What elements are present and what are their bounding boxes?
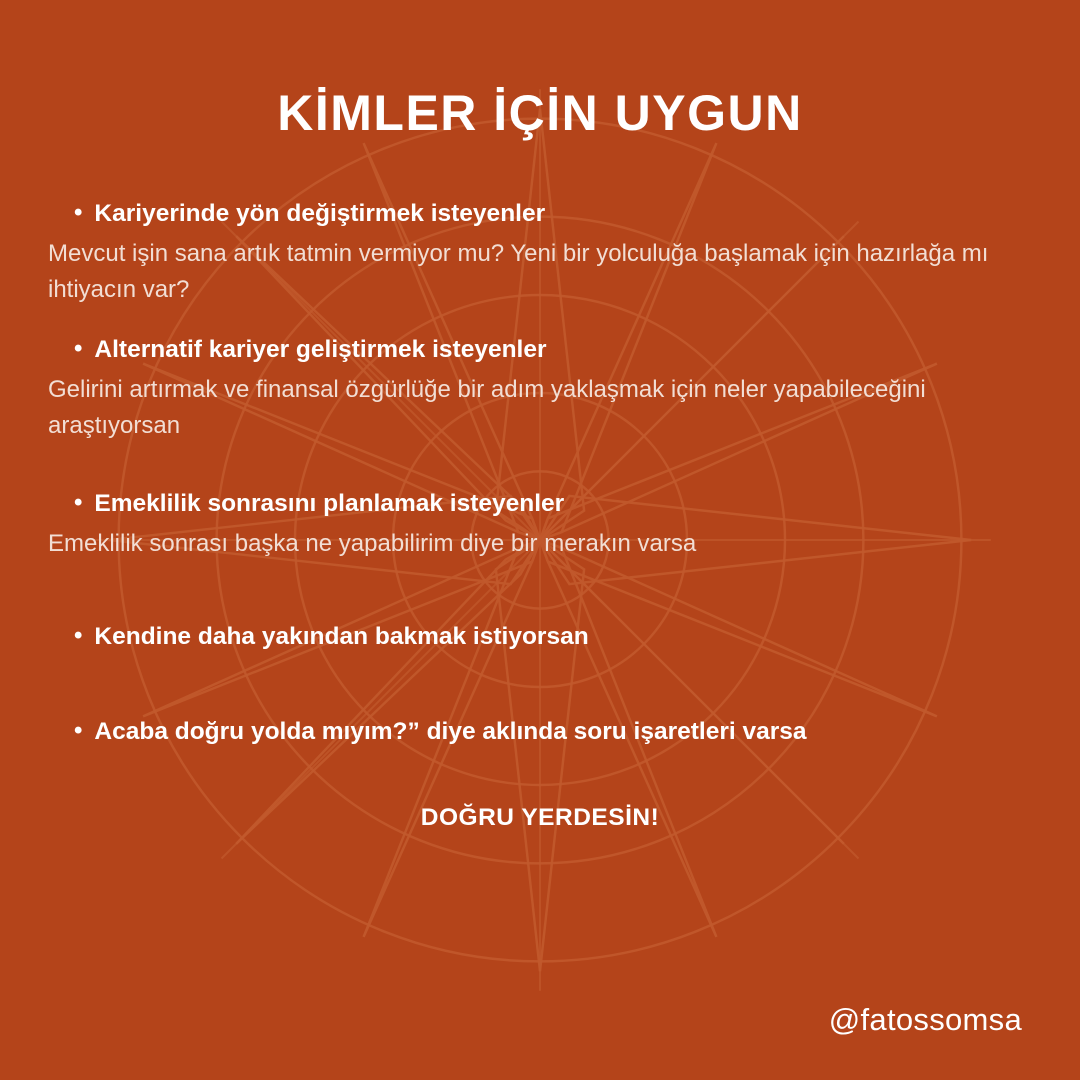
list-item-heading: Alternatif kariyer geliştirmek isteyenler [94, 336, 547, 364]
list-item-heading-row [48, 487, 1032, 520]
list-item [48, 333, 1032, 443]
bullet-icon: • [74, 335, 83, 363]
bullet-icon: • [74, 621, 83, 649]
social-handle: @fatossomsa [828, 1002, 1022, 1037]
list-item [48, 487, 1032, 562]
bullet-icon: • [74, 199, 83, 226]
list-item-heading-row [48, 620, 1032, 653]
list-item-heading: Kendine daha yakından bakmak istiyorsan [94, 622, 589, 650]
list-item-heading: Acaba doğru yolda mıyım?” diye aklında soru işaretleri varsa [94, 717, 807, 745]
list-item-description: Gelirini artırmak ve finansal özgürlüğe bir adım yaklaşmak için neler yapabileceğini araştıyorsan [48, 376, 926, 439]
list-item-heading-row [48, 197, 1032, 230]
closing-statement: DOĞRU YERDESİN! [420, 803, 660, 831]
page-title: KİMLER İÇİN UYGUN [277, 85, 803, 141]
bullet-icon: • [74, 489, 83, 517]
list-item [48, 197, 1032, 307]
list-item [48, 620, 1032, 653]
list-item-description: Emeklilik sonrası başka ne yapabilirim diye bir merakın varsa [48, 530, 697, 558]
list-item-heading: Emeklilik sonrasını planlamak isteyenler [94, 490, 565, 518]
list-item-description: Mevcut işin sana artık tatmin vermiyor mu? Yeni bir yolculuğa başlamak için hazırlağa mı ihtiyacın var? [48, 240, 989, 303]
list-item-heading-row [48, 333, 1032, 366]
list-item [48, 715, 1032, 748]
benefit-list [48, 197, 1032, 748]
list-item-heading-row [48, 715, 1032, 748]
bullet-icon: • [74, 716, 83, 744]
list-item-heading: Kariyerinde yön değiştirmek isteyenler [94, 200, 546, 227]
